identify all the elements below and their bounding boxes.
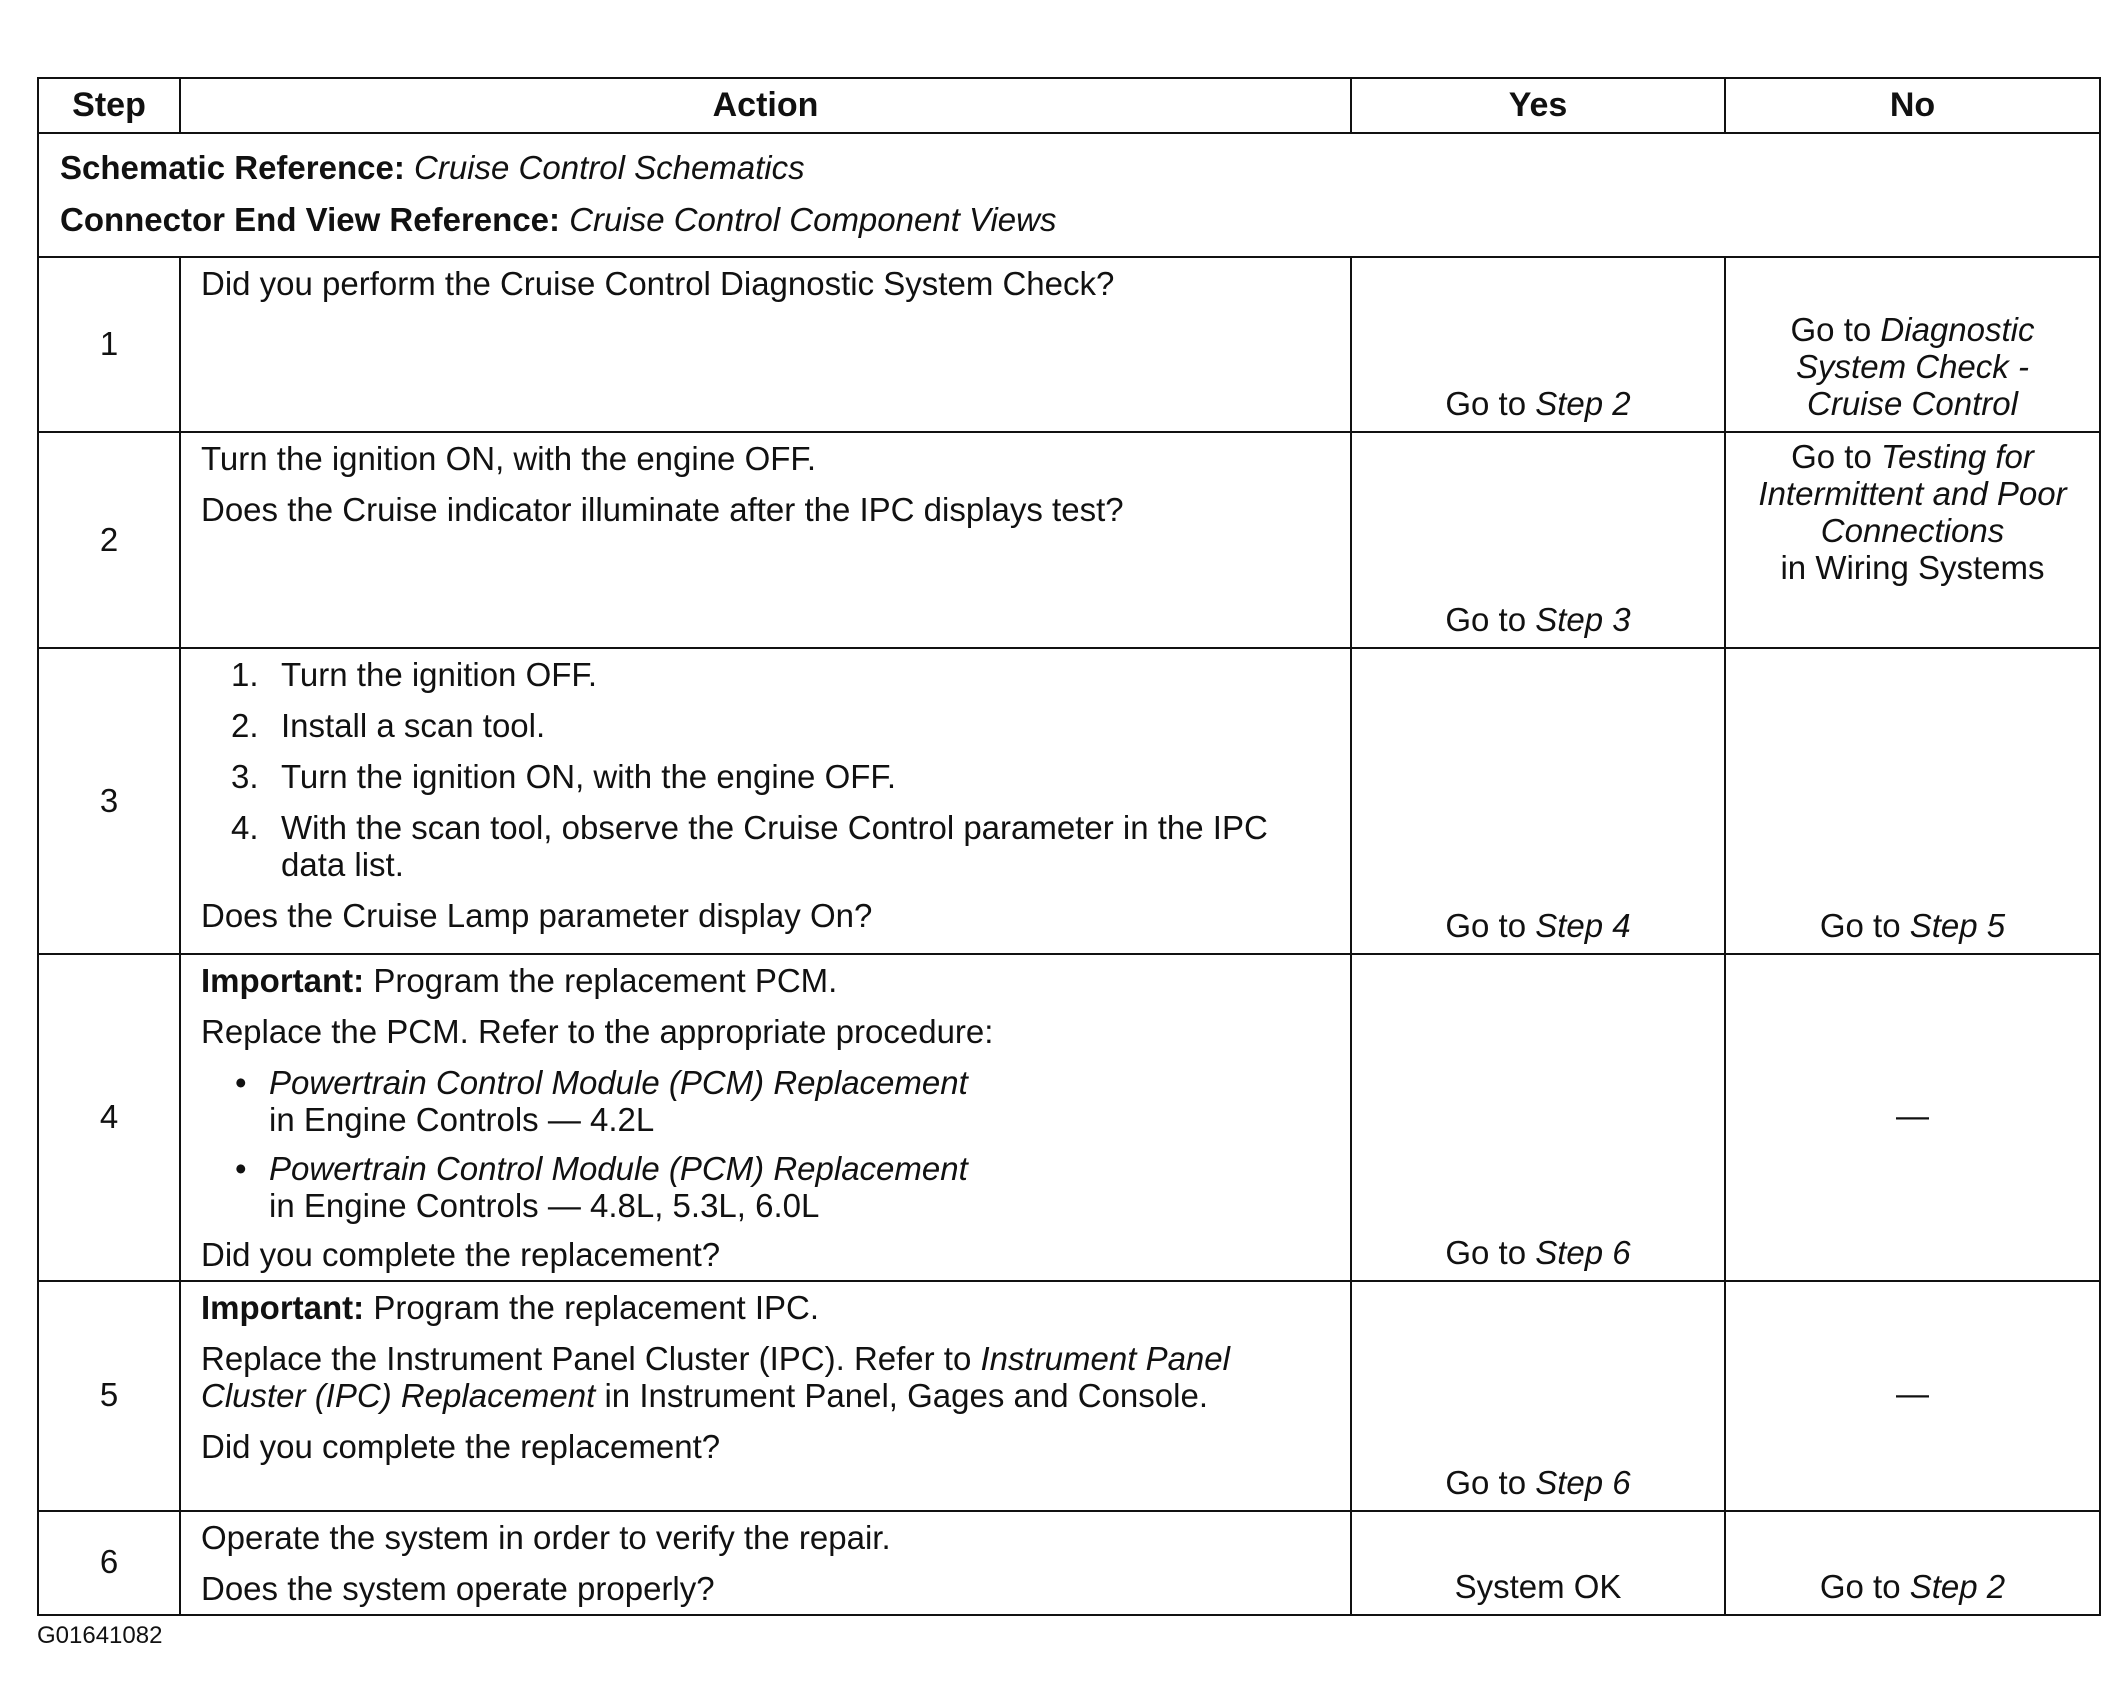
header-action: Action xyxy=(180,78,1351,133)
header-no: No xyxy=(1725,78,2100,133)
action-text: Replace the PCM. Refer to the appropriate procedure: xyxy=(201,1012,994,1050)
procedure-link[interactable]: Instrument Panel Cluster (IPC) Replacement xyxy=(201,1339,1230,1414)
list-item-number: 3. xyxy=(231,757,259,795)
action-text: Did you perform the Cruise Control Diagnostic System Check? xyxy=(201,265,1115,302)
connector-reference-link[interactable]: Cruise Control Component Views xyxy=(569,201,1057,238)
list-item-number: 1. xyxy=(231,656,259,693)
no-link[interactable]: Diagnostic System Check - Cruise Control xyxy=(1796,311,2035,423)
table-row xyxy=(38,432,2100,648)
step-number: 5 xyxy=(38,1281,180,1511)
figure-id: G01641082 xyxy=(37,1622,163,1649)
yes-prefix: Go to xyxy=(1445,907,1527,945)
schematic-reference-link[interactable]: Cruise Control Schematics xyxy=(414,149,805,186)
yes-cell xyxy=(1351,1281,1725,1511)
action-cell xyxy=(180,432,1351,648)
important-note xyxy=(201,963,1342,1000)
list-item-text: Turn the ignition OFF. xyxy=(281,656,598,693)
yes-prefix: Go to xyxy=(1445,385,1527,423)
action-question: Does the system operate properly? xyxy=(201,1569,715,1607)
list-item-number: 2. xyxy=(231,706,259,744)
action-question: Does the Cruise indicator illuminate after the IPC displays test? xyxy=(201,490,1124,528)
important-label: Important: xyxy=(201,1288,365,1326)
no-suffix: in Wiring Systems xyxy=(1780,548,2045,586)
action-cell xyxy=(180,648,1351,954)
list-item xyxy=(201,657,1342,694)
important-note xyxy=(201,1290,1342,1327)
no-prefix: Go to xyxy=(1819,907,1901,945)
action-question: Did you complete the replacement? xyxy=(201,1427,721,1465)
action-cell xyxy=(180,1281,1351,1511)
action-cell xyxy=(180,1511,1351,1615)
step-number: 1 xyxy=(38,257,180,432)
reference-row xyxy=(38,133,2100,257)
list-item xyxy=(201,810,1342,884)
procedure-link[interactable]: Powertrain Control Module (PCM) Replacement xyxy=(269,1149,968,1187)
yes-link[interactable]: Step 2 xyxy=(1535,385,1631,423)
yes-link[interactable]: Step 6 xyxy=(1535,1463,1631,1501)
important-text: Program the replacement IPC. xyxy=(373,1288,820,1326)
reference-cell xyxy=(38,133,2100,257)
list-item xyxy=(201,1151,1342,1225)
action-text-pre: Replace the Instrument Panel Cluster (IPC). Refer to xyxy=(201,1339,972,1377)
schematic-reference xyxy=(60,142,2099,194)
action-text xyxy=(201,1341,1342,1415)
header-row xyxy=(38,78,2100,133)
yes-prefix: Go to xyxy=(1445,1233,1527,1271)
action-text: Operate the system in order to verify the repair. xyxy=(201,1518,891,1556)
bullet-icon: • xyxy=(235,1063,247,1101)
procedure-text: in Engine Controls — 4.8L, 5.3L, 6.0L xyxy=(269,1186,820,1224)
action-question: Did you complete the replacement? xyxy=(201,1235,721,1273)
table-row xyxy=(38,648,2100,954)
yes-cell xyxy=(1351,648,1725,954)
yes-cell xyxy=(1351,432,1725,648)
no-dash: — xyxy=(1896,1375,1929,1413)
important-text: Program the replacement PCM. xyxy=(373,962,838,999)
procedure-link[interactable]: Powertrain Control Module (PCM) Replacement xyxy=(269,1063,968,1101)
list-item-number: 4. xyxy=(231,808,259,846)
procedure-bullets xyxy=(201,1065,1342,1225)
list-item-text: Turn the ignition ON, with the engine OFF. xyxy=(281,757,897,795)
yes-cell xyxy=(1351,1511,1725,1615)
no-prefix: Go to xyxy=(1790,311,1872,349)
bullet-icon: • xyxy=(235,1149,247,1187)
table-row xyxy=(38,1281,2100,1511)
header-step: Step xyxy=(38,78,180,133)
yes-link[interactable]: Step 4 xyxy=(1535,907,1631,945)
important-label: Important: xyxy=(201,962,365,999)
no-dash: — xyxy=(1896,1096,1929,1134)
step-number: 2 xyxy=(38,432,180,648)
no-prefix: Go to xyxy=(1819,1567,1901,1605)
yes-text: System OK xyxy=(1454,1567,1622,1605)
list-item xyxy=(201,1065,1342,1139)
list-item-text: Install a scan tool. xyxy=(281,706,546,744)
list-item-text: With the scan tool, observe the Cruise Control parameter in the IPC data list. xyxy=(281,808,1268,883)
schematic-reference-label: Schematic Reference: xyxy=(60,149,405,186)
table-row xyxy=(38,1511,2100,1615)
no-link[interactable]: Step 5 xyxy=(1909,907,2006,945)
yes-prefix: Go to xyxy=(1445,1463,1527,1501)
step-number: 6 xyxy=(38,1511,180,1615)
no-link[interactable]: Step 2 xyxy=(1909,1567,2006,1605)
step-number: 4 xyxy=(38,954,180,1281)
table-row xyxy=(38,257,2100,432)
no-cell xyxy=(1725,1281,2100,1511)
no-cell xyxy=(1725,432,2100,648)
no-cell xyxy=(1725,257,2100,432)
action-question: Does the Cruise Lamp parameter display On? xyxy=(201,896,873,934)
list-item xyxy=(201,759,1342,796)
no-cell xyxy=(1725,954,2100,1281)
procedure-list xyxy=(201,657,1342,884)
no-link[interactable]: Testing for Intermittent and Poor Connections xyxy=(1758,438,2067,549)
procedure-text: in Engine Controls — 4.2L xyxy=(269,1100,655,1138)
action-text: Turn the ignition ON, with the engine OFF. xyxy=(201,440,817,477)
yes-link[interactable]: Step 3 xyxy=(1535,601,1631,639)
table-row xyxy=(38,954,2100,1281)
action-text-post: in Instrument Panel, Gages and Console. xyxy=(604,1376,1208,1414)
action-cell xyxy=(180,257,1351,432)
diagnostic-table xyxy=(37,77,2101,1616)
yes-prefix: Go to xyxy=(1445,601,1527,639)
yes-link[interactable]: Step 6 xyxy=(1535,1233,1631,1271)
no-cell xyxy=(1725,648,2100,954)
no-prefix: Go to xyxy=(1791,438,1872,475)
step-number: 3 xyxy=(38,648,180,954)
connector-reference xyxy=(60,194,2099,246)
yes-cell xyxy=(1351,954,1725,1281)
yes-cell xyxy=(1351,257,1725,432)
connector-reference-label: Connector End View Reference: xyxy=(60,201,561,238)
no-cell xyxy=(1725,1511,2100,1615)
header-yes: Yes xyxy=(1351,78,1725,133)
list-item xyxy=(201,708,1342,745)
action-cell xyxy=(180,954,1351,1281)
